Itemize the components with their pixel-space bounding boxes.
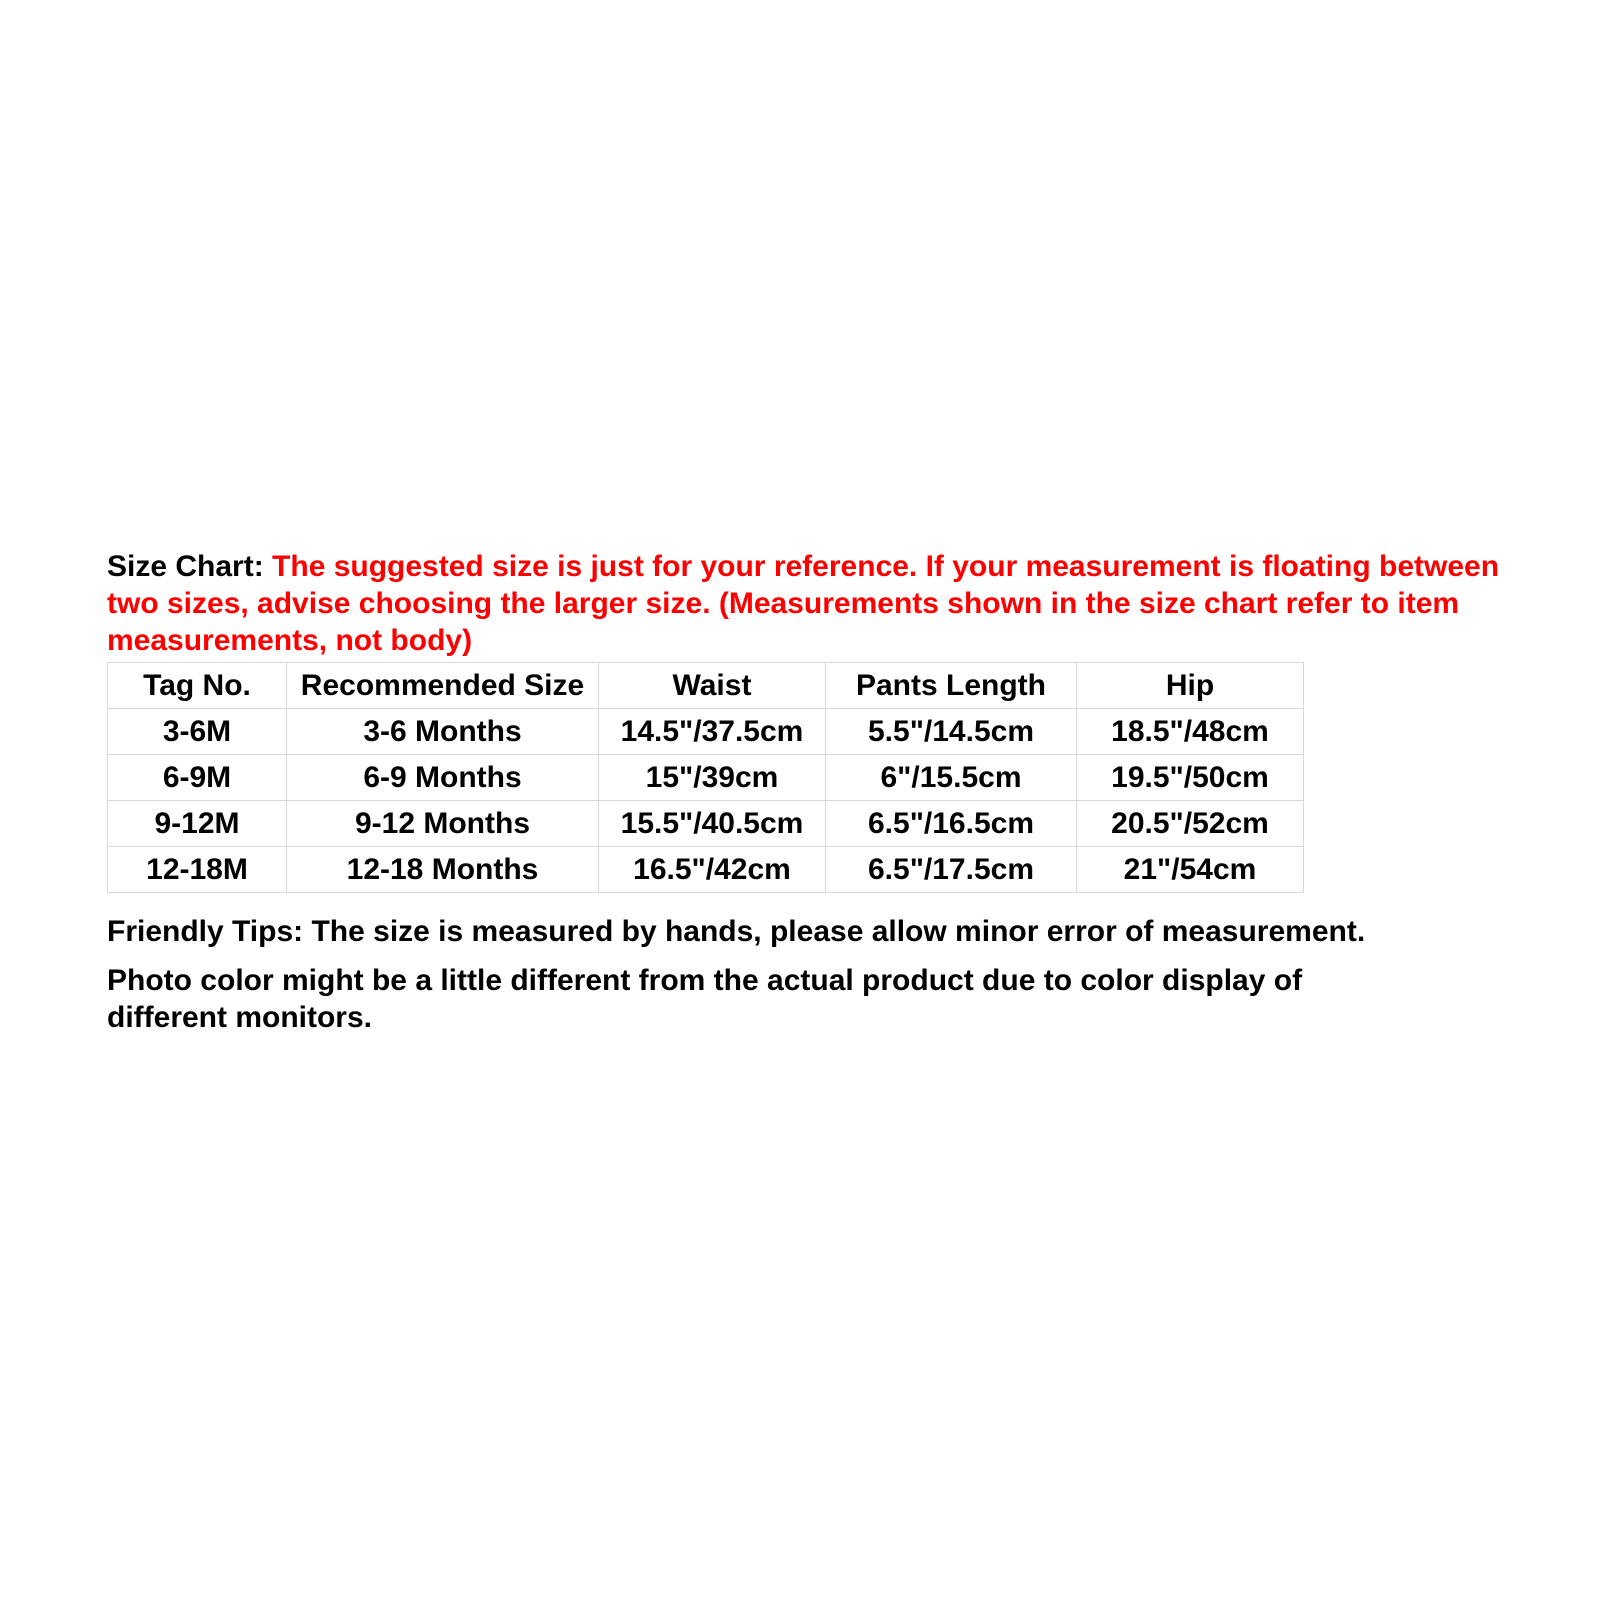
photo-color-note: Photo color might be a little different from the actual product due to color display of different monitors. [107, 964, 1303, 1034]
table-row [108, 847, 1304, 893]
cell-waist: 16.5"/42cm [599, 847, 826, 893]
cell-hip: 18.5"/48cm [1077, 709, 1304, 755]
header-waist: Waist [599, 663, 826, 709]
header-hip: Hip [1077, 663, 1304, 709]
cell-waist: 15"/39cm [599, 755, 826, 801]
size-chart-intro [107, 548, 1527, 659]
table-header-row [108, 663, 1304, 709]
table-row [108, 801, 1304, 847]
cell-waist: 14.5"/37.5cm [599, 709, 826, 755]
cell-hip: 19.5"/50cm [1077, 755, 1304, 801]
cell-pants-length: 6.5"/17.5cm [826, 847, 1077, 893]
friendly-tips: Friendly Tips: The size is measured by hands, please allow minor error of measurement. [107, 915, 1366, 948]
cell-pants-length: 6.5"/16.5cm [826, 801, 1077, 847]
cell-recommended-size: 12-18 Months [287, 847, 599, 893]
cell-recommended-size: 9-12 Months [287, 801, 599, 847]
cell-waist: 15.5"/40.5cm [599, 801, 826, 847]
cell-tag-no: 12-18M [108, 847, 287, 893]
cell-pants-length: 5.5"/14.5cm [826, 709, 1077, 755]
cell-hip: 20.5"/52cm [1077, 801, 1304, 847]
header-recommended-size: Recommended Size [287, 663, 599, 709]
cell-tag-no: 6-9M [108, 755, 287, 801]
cell-recommended-size: 3-6 Months [287, 709, 599, 755]
cell-tag-no: 9-12M [108, 801, 287, 847]
header-tag-no: Tag No. [108, 663, 287, 709]
cell-hip: 21"/54cm [1077, 847, 1304, 893]
size-chart-label: Size Chart: [107, 550, 264, 583]
table-row [108, 755, 1304, 801]
size-table [107, 662, 1304, 893]
cell-recommended-size: 6-9 Months [287, 755, 599, 801]
header-pants-length: Pants Length [826, 663, 1077, 709]
cell-pants-length: 6"/15.5cm [826, 755, 1077, 801]
size-chart-document [107, 548, 1527, 1036]
cell-tag-no: 3-6M [108, 709, 287, 755]
table-row [108, 709, 1304, 755]
size-chart-note: The suggested size is just for your reference. If your measurement is floating between two sizes, advise choosing the larger size. (Measurements shown in the size chart refer to item measurements, not body) [107, 550, 1500, 657]
